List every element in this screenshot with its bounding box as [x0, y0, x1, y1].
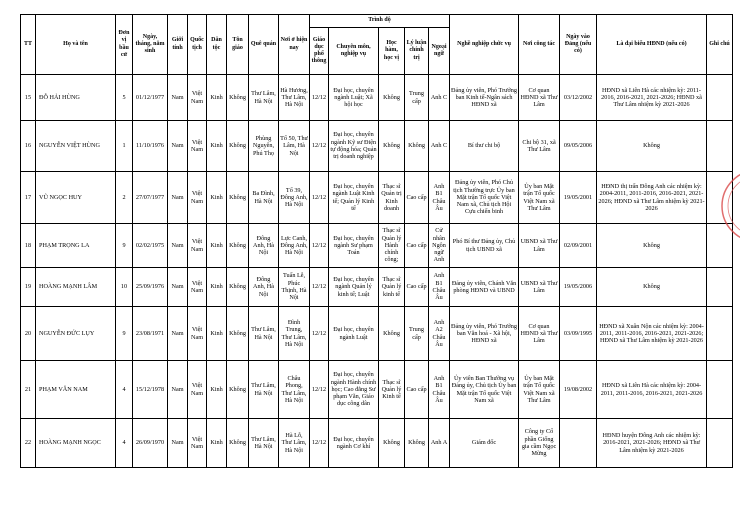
academic-degree: Thạc sĩ Quản lý Hành chính công;: [379, 224, 405, 268]
header-hometown: Quê quán: [249, 15, 279, 75]
hometown: Ba Đình, Hà Nội: [249, 172, 279, 224]
table-row: [21, 268, 733, 307]
nationality: Việt Nam: [188, 224, 207, 268]
hometown: Đông Anh, Hà Nội: [249, 268, 279, 307]
occupation: Phó Bí thư Đảng ủy, Chủ tịch UBND xã: [450, 224, 519, 268]
electoral-unit: 1: [116, 121, 133, 172]
council-membership: HĐND xã Liên Hà các nhiệm kỳ: 2004-2011, 2011-2016, 2016-2021, 2021-2026: [597, 361, 707, 419]
party-join-date: 19/05/2006: [560, 268, 597, 307]
foreign-language: Anh C: [429, 121, 450, 172]
date-of-birth: 23/08/1971: [133, 307, 168, 361]
gender: Nam: [168, 75, 188, 121]
gender: Nam: [168, 419, 188, 468]
workplace: UBND xã Thư Lâm: [519, 224, 560, 268]
political-theory: Trung cấp: [405, 75, 429, 121]
foreign-language: Anh A: [429, 419, 450, 468]
academic-degree: Thạc sĩ Quản lý Kinh tế: [379, 361, 405, 419]
political-theory: Cao cấp: [405, 172, 429, 224]
hometown: Thư Lâm, Hà Nội: [249, 75, 279, 121]
residence: Hà Lỗ, Thư Lâm, Hà Nội: [279, 419, 310, 468]
table-row: [21, 419, 733, 468]
occupation: Bí thư chi bộ: [450, 121, 519, 172]
gender: Nam: [168, 172, 188, 224]
gender: Nam: [168, 268, 188, 307]
religion: Không: [227, 75, 249, 121]
religion: Không: [227, 268, 249, 307]
ethnicity: Kinh: [207, 419, 227, 468]
political-theory: Không: [405, 419, 429, 468]
academic-degree: Không: [379, 75, 405, 121]
foreign-language: Anh B1 Châu Âu: [429, 361, 450, 419]
header-general-edu: Giáo dục phổ thông: [310, 28, 329, 75]
header-unit: Đơn vị bầu cử: [116, 15, 133, 75]
header-party-date: Ngày vào Đảng (nếu có): [560, 15, 597, 75]
council-membership: HĐND xã Xuân Nộn các nhiệm kỳ: 2004-2011, 2011-2016, 2016-2021, 2021-2026; HĐND xã Thư Lâm nhiệm kỳ 2021-2026: [597, 307, 707, 361]
ethnicity: Kinh: [207, 361, 227, 419]
workplace: Công ty Cổ phần Giống gia cầm Ngọc Mừng: [519, 419, 560, 468]
gender: Nam: [168, 224, 188, 268]
council-membership: Không: [597, 224, 707, 268]
residence: Châu Phong, Thư Lâm, Hà Nội: [279, 361, 310, 419]
occupation: Đảng ủy viên, Phó Trưởng ban Văn hoá - Xã hội, HĐND xã: [450, 307, 519, 361]
electoral-unit: 9: [116, 224, 133, 268]
header-council: Là đại biểu HĐND (nếu có): [597, 15, 707, 75]
foreign-language: Anh B1 Châu Âu: [429, 268, 450, 307]
nationality: Việt Nam: [188, 121, 207, 172]
residence: Tổ 39, Đông Anh, Hà Nội: [279, 172, 310, 224]
date-of-birth: 11/10/1976: [133, 121, 168, 172]
ethnicity: Kinh: [207, 307, 227, 361]
gender: Nam: [168, 121, 188, 172]
date-of-birth: 26/09/1970: [133, 419, 168, 468]
general-education: 12/12: [310, 121, 329, 172]
table-row: [21, 172, 733, 224]
header-degree: Học hàm, học vị: [379, 28, 405, 75]
specialty: Đại học, chuyên ngành Kỹ sư Điện tự động hóa; Quản trị doanh nghiệp: [329, 121, 379, 172]
religion: Không: [227, 361, 249, 419]
general-education: 12/12: [310, 361, 329, 419]
header-specialty: Chuyên môn, nghiệp vụ: [329, 28, 379, 75]
row-number: 22: [21, 419, 36, 468]
notes: [707, 224, 733, 268]
header-ethnicity: Dân tộc: [207, 15, 227, 75]
ethnicity: Kinh: [207, 268, 227, 307]
row-number: 16: [21, 121, 36, 172]
notes: [707, 268, 733, 307]
table-row: [21, 224, 733, 268]
political-theory: Trung cấp: [405, 307, 429, 361]
candidate-table: [20, 14, 733, 468]
ethnicity: Kinh: [207, 172, 227, 224]
workplace: Cơ quan HĐND xã Thư Lâm: [519, 75, 560, 121]
academic-degree: Không: [379, 307, 405, 361]
general-education: 12/12: [310, 224, 329, 268]
workplace: Ủy ban Mặt trận Tổ quốc Việt Nam xã Thư Lâm: [519, 172, 560, 224]
table-row: [21, 121, 733, 172]
electoral-unit: 4: [116, 419, 133, 468]
notes: [707, 172, 733, 224]
ethnicity: Kinh: [207, 75, 227, 121]
date-of-birth: 02/02/1975: [133, 224, 168, 268]
row-number: 17: [21, 172, 36, 224]
notes: [707, 75, 733, 121]
residence: Tổ 50, Thư Lâm, Hà Nội: [279, 121, 310, 172]
academic-degree: Không: [379, 419, 405, 468]
religion: Không: [227, 224, 249, 268]
specialty: Đại học, chuyên ngành Cơ khí: [329, 419, 379, 468]
header-notes: Ghi chú: [707, 15, 733, 75]
party-join-date: 19/08/2002: [560, 361, 597, 419]
specialty: Đại học, chuyên ngành Quản lý kinh tế; Luật: [329, 268, 379, 307]
candidate-name: PHẠM VĂN NAM: [36, 361, 116, 419]
party-join-date: 09/05/2006: [560, 121, 597, 172]
religion: Không: [227, 419, 249, 468]
nationality: Việt Nam: [188, 307, 207, 361]
candidate-name: HOÀNG MẠNH LÂM: [36, 268, 116, 307]
occupation: Đảng ủy viên, Chánh Văn phòng HĐND và UBND: [450, 268, 519, 307]
row-number: 20: [21, 307, 36, 361]
electoral-unit: 10: [116, 268, 133, 307]
political-theory: Cao cấp: [405, 268, 429, 307]
specialty: Đại học, chuyên ngành Luật Kinh tế; Quản lý Kinh tế: [329, 172, 379, 224]
date-of-birth: 25/09/1976: [133, 268, 168, 307]
nationality: Việt Nam: [188, 172, 207, 224]
candidate-name: NGUYỄN ĐỨC LỤY: [36, 307, 116, 361]
header-stt: TT: [21, 15, 36, 75]
electoral-unit: 4: [116, 361, 133, 419]
general-education: 12/12: [310, 307, 329, 361]
nationality: Việt Nam: [188, 361, 207, 419]
political-theory: Cao cấp: [405, 224, 429, 268]
table-row: [21, 361, 733, 419]
nationality: Việt Nam: [188, 75, 207, 121]
header-name: Họ và tên: [36, 15, 116, 75]
academic-degree: Không: [379, 121, 405, 172]
hometown: Phùng Nguyên, Phú Thọ: [249, 121, 279, 172]
council-membership: Không: [597, 268, 707, 307]
row-number: 15: [21, 75, 36, 121]
notes: [707, 121, 733, 172]
candidate-name: NGUYỄN VIỆT HÙNG: [36, 121, 116, 172]
workplace: Cơ quan HĐND xã Thư Lâm: [519, 307, 560, 361]
party-join-date: 03/09/1995: [560, 307, 597, 361]
political-theory: Không: [405, 121, 429, 172]
residence: Tuấn Lễ, Phúc Thịnh, Hà Nội: [279, 268, 310, 307]
residence: Hà Hương, Thư Lâm, Hà Nội: [279, 75, 310, 121]
workplace: UBND xã Thư Lâm: [519, 268, 560, 307]
occupation: Ủy viên Ban Thường vụ Đảng ủy, Chủ tịch Ủy ban Mặt trận Tổ quốc Việt Nam xã: [450, 361, 519, 419]
occupation: Đảng ủy viên, Phó Chủ tịch Thường trực Ủy ban Mặt trận Tổ quốc Việt Nam xã, Chủ tịch Hội Cựu chiến binh: [450, 172, 519, 224]
candidate-name: ĐỖ HẢI HÙNG: [36, 75, 116, 121]
candidate-list-sheet: [20, 14, 732, 522]
electoral-unit: 9: [116, 307, 133, 361]
candidate-name: PHẠM TRỌNG LA: [36, 224, 116, 268]
occupation: Đảng ủy viên, Phó Trưởng ban Kinh tế-Ngân sách HĐND xã: [450, 75, 519, 121]
general-education: 12/12: [310, 172, 329, 224]
hometown: Đông Anh, Hà Nội: [249, 224, 279, 268]
council-membership: HĐND huyện Đông Anh các nhiệm kỳ: 2016-2021, 2021-2026; HĐND xã Thư Lâm nhiệm kỳ 2021-2026: [597, 419, 707, 468]
electoral-unit: 5: [116, 75, 133, 121]
workplace: Chi bộ 31, xã Thư Lâm: [519, 121, 560, 172]
table-row: [21, 75, 733, 121]
religion: Không: [227, 172, 249, 224]
date-of-birth: 27/07/1977: [133, 172, 168, 224]
specialty: Đại học, chuyên ngành Hành chính học; Cao đẳng Sư phạm Văn, Giáo dục công dân: [329, 361, 379, 419]
party-join-date: [560, 419, 597, 468]
foreign-language: Anh B1 Châu Âu: [429, 172, 450, 224]
header-workplace: Nơi công tác: [519, 15, 560, 75]
hometown: Thư Lâm, Hà Nội: [249, 307, 279, 361]
row-number: 19: [21, 268, 36, 307]
council-membership: Không: [597, 121, 707, 172]
academic-degree: Thạc sĩ Quản trị Kinh doanh: [379, 172, 405, 224]
row-number: 21: [21, 361, 36, 419]
date-of-birth: 15/12/1978: [133, 361, 168, 419]
general-education: 12/12: [310, 75, 329, 121]
specialty: Đại học, chuyên ngành Luật: [329, 307, 379, 361]
table-row: [21, 307, 733, 361]
council-membership: HĐND xã Liên Hà các nhiệm kỳ: 2011-2016, 2016-2021, 2021-2026; HĐND xã Thư Lâm nhiệm kỳ 2021-2026: [597, 75, 707, 121]
candidate-name: HOÀNG MẠNH NGỌC: [36, 419, 116, 468]
foreign-language: Cử nhân Ngôn ngữ Anh: [429, 224, 450, 268]
political-theory: Cao cấp: [405, 361, 429, 419]
party-join-date: 02/09/2001: [560, 224, 597, 268]
header-politics: Lý luận chính trị: [405, 28, 429, 75]
header-gender: Giới tính: [168, 15, 188, 75]
general-education: 12/12: [310, 268, 329, 307]
gender: Nam: [168, 307, 188, 361]
hometown: Thư Lâm, Hà Nội: [249, 419, 279, 468]
notes: [707, 307, 733, 361]
ethnicity: Kinh: [207, 224, 227, 268]
candidate-name: VŨ NGỌC HUY: [36, 172, 116, 224]
religion: Không: [227, 121, 249, 172]
ethnicity: Kinh: [207, 121, 227, 172]
party-join-date: 19/05/2001: [560, 172, 597, 224]
header-residence: Nơi ở hiện nay: [279, 15, 310, 75]
party-join-date: 03/12/2002: [560, 75, 597, 121]
header-nationality: Quốc tịch: [188, 15, 207, 75]
nationality: Việt Nam: [188, 419, 207, 468]
specialty: Đại học, chuyên ngành Sư phạm Toán: [329, 224, 379, 268]
residence: Đình Trung, Thư Lâm, Hà Nội: [279, 307, 310, 361]
occupation: Giám đốc: [450, 419, 519, 468]
date-of-birth: 01/12/1977: [133, 75, 168, 121]
header-religion: Tôn giáo: [227, 15, 249, 75]
general-education: 12/12: [310, 419, 329, 468]
row-number: 18: [21, 224, 36, 268]
residence: Lực Canh, Đông Anh, Hà Nội: [279, 224, 310, 268]
council-membership: HĐND thị trấn Đông Anh các nhiệm kỳ: 2004-2011, 2011-2016, 2016-2021, 2021-2026; HĐND xã Thư Lâm nhiệm kỳ 2021-2026: [597, 172, 707, 224]
foreign-language: Anh C: [429, 75, 450, 121]
header-language: Ngoại ngữ: [429, 28, 450, 75]
foreign-language: Anh A2 Châu Âu: [429, 307, 450, 361]
header-occupation: Nghề nghiệp chức vụ: [450, 15, 519, 75]
header-dob: Ngày, tháng, năm sinh: [133, 15, 168, 75]
electoral-unit: 2: [116, 172, 133, 224]
gender: Nam: [168, 361, 188, 419]
religion: Không: [227, 307, 249, 361]
academic-degree: Thạc sĩ Quản lý kinh tế: [379, 268, 405, 307]
specialty: Đại học, chuyên ngành Luật; Xã hội học: [329, 75, 379, 121]
hometown: Thư Lâm, Hà Nội: [249, 361, 279, 419]
notes: [707, 419, 733, 468]
header-education-group: Trình độ: [310, 15, 450, 28]
nationality: Việt Nam: [188, 268, 207, 307]
notes: [707, 361, 733, 419]
workplace: Ủy ban Mặt trận Tổ quốc Việt Nam xã Thư Lâm: [519, 361, 560, 419]
